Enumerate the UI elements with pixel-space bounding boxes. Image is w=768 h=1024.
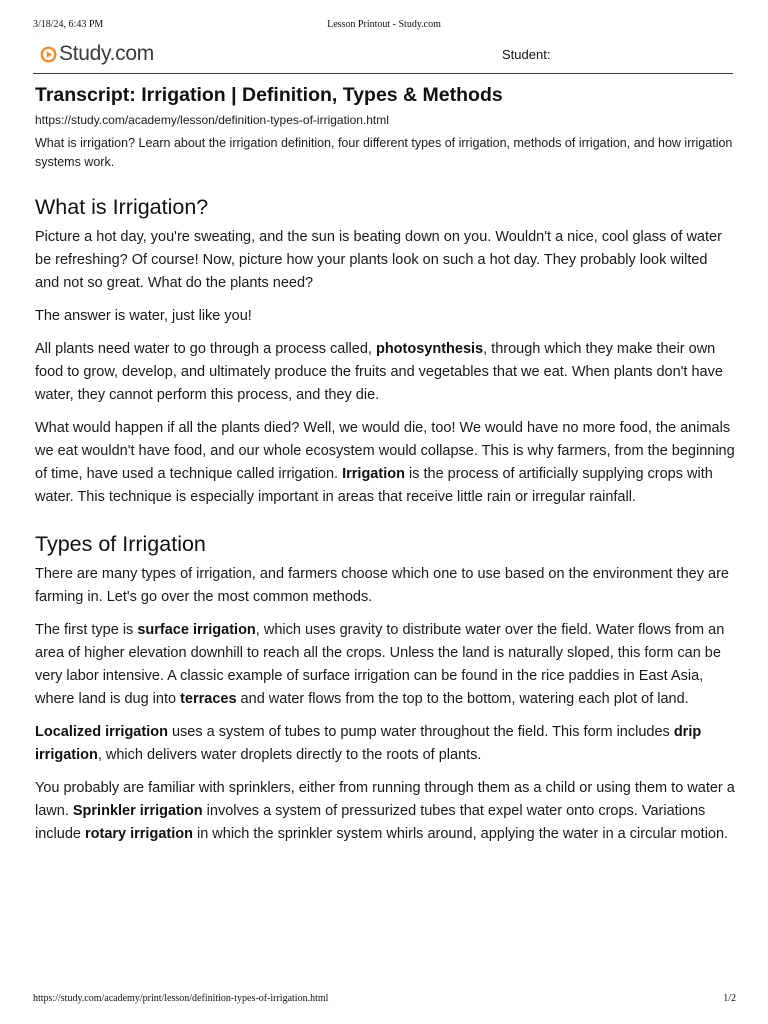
page-number: 1/2 <box>723 993 736 1004</box>
text-run: and water flows from the top to the bottom, watering each plot of land. <box>236 691 689 707</box>
text-run: You probably are familiar with sprinklers, either from running through them as a child or using them to water a lawn. <box>35 780 735 819</box>
text-run: involves a system of pressurized tubes that expel water onto crops. Variations include <box>35 803 706 842</box>
section-what-is-irrigation <box>35 193 735 509</box>
section-types-of-irrigation <box>35 530 735 846</box>
logo-play-triangle <box>47 51 52 57</box>
lesson-summary: What is irrigation? Learn about the irrigation definition, four different types of irrigation, methods of irrigation, and how irrigation systems work. <box>35 136 733 169</box>
text-run: uses a system of tubes to pump water throughout the field. This form includes <box>167 724 674 740</box>
page-title: Transcript: Irrigation | Definition, Types & Methods <box>35 84 503 106</box>
bold-term: rotary irrigation <box>84 826 193 842</box>
text-run: in which the sprinkler system whirls around, applying the water in a circular motion. <box>192 826 729 842</box>
bold-term: photosynthesis <box>375 341 484 357</box>
lesson-content <box>35 83 735 846</box>
brand-name: Study.com <box>59 42 154 65</box>
header-divider <box>33 73 733 74</box>
student-label: Student: <box>502 47 551 62</box>
bold-term: drip irrigation <box>35 724 702 763</box>
bold-term: Irrigation <box>342 466 405 482</box>
paragraph <box>35 305 735 328</box>
paragraph <box>35 563 735 609</box>
bold-term: terraces <box>180 691 237 707</box>
text-run: What would happen if all the plants died? Well, we would die, too! We would have no more food, the animals we eat wouldn't have food, and our whole ecosystem would collapse. This is why farmers, from the beginning of time, have used a technique called irrigation. <box>35 420 735 482</box>
paragraph <box>35 226 735 295</box>
print-page-title: Lesson Printout - Study.com <box>327 19 441 30</box>
paragraph <box>35 619 735 711</box>
section-heading: Types of Irrigation <box>35 532 206 556</box>
section-heading: What is Irrigation? <box>35 195 209 219</box>
text-run: , which uses gravity to distribute water over the field. Water flows from an area of higher elevation downhill to reach all the crops. Unless the land is naturally sloped, this form can be very labor intensive. A classic example of surface irrigation can be found in the rice paddies in East Asia, where land is dug into <box>35 622 725 707</box>
bold-term: Localized irrigation <box>35 724 168 740</box>
text-run: All plants need water to go through a process called, <box>35 341 376 357</box>
print-datetime: 3/18/24, 6:43 PM <box>33 19 104 30</box>
bold-term: surface irrigation <box>137 622 256 638</box>
paragraph <box>35 721 735 767</box>
text-run: The first type is <box>35 622 138 638</box>
text-run: , which delivers water droplets directly to the roots of plants. <box>97 747 482 763</box>
paragraph <box>35 338 735 407</box>
play-circle-icon <box>40 46 57 63</box>
text-run: There are many types of irrigation, and farmers choose which one to use based on the environment they are farming in. Let's go over the most common methods. <box>35 566 729 605</box>
bold-term: Sprinkler irrigation <box>72 803 203 819</box>
paragraph <box>35 417 735 509</box>
text-run: , through which they make their own food to grow, develop, and ultimately produce the fruits and vegetables that we eat. When plants don't have water, they cannot perform this process, and they die. <box>35 341 723 403</box>
paragraph <box>35 777 735 846</box>
text-run: Picture a hot day, you're sweating, and the sun is beating down on you. Wouldn't a nice, cool glass of water be refreshing? Of course! Now, picture how your plants look on such a hot day. They probably look wilted and not so great. What do the plants need? <box>35 229 722 291</box>
text-run: The answer is water, just like you! <box>35 308 252 324</box>
brand-logo[interactable] <box>40 42 154 66</box>
text-run: is the process of artificially supplying crops with water. This technique is especially important in areas that receive little rain or irregular rainfall. <box>35 466 713 505</box>
print-footer-url: https://study.com/academy/print/lesson/definition-types-of-irrigation.html <box>33 993 329 1004</box>
lesson-url[interactable]: https://study.com/academy/lesson/definition-types-of-irrigation.html <box>35 113 389 127</box>
